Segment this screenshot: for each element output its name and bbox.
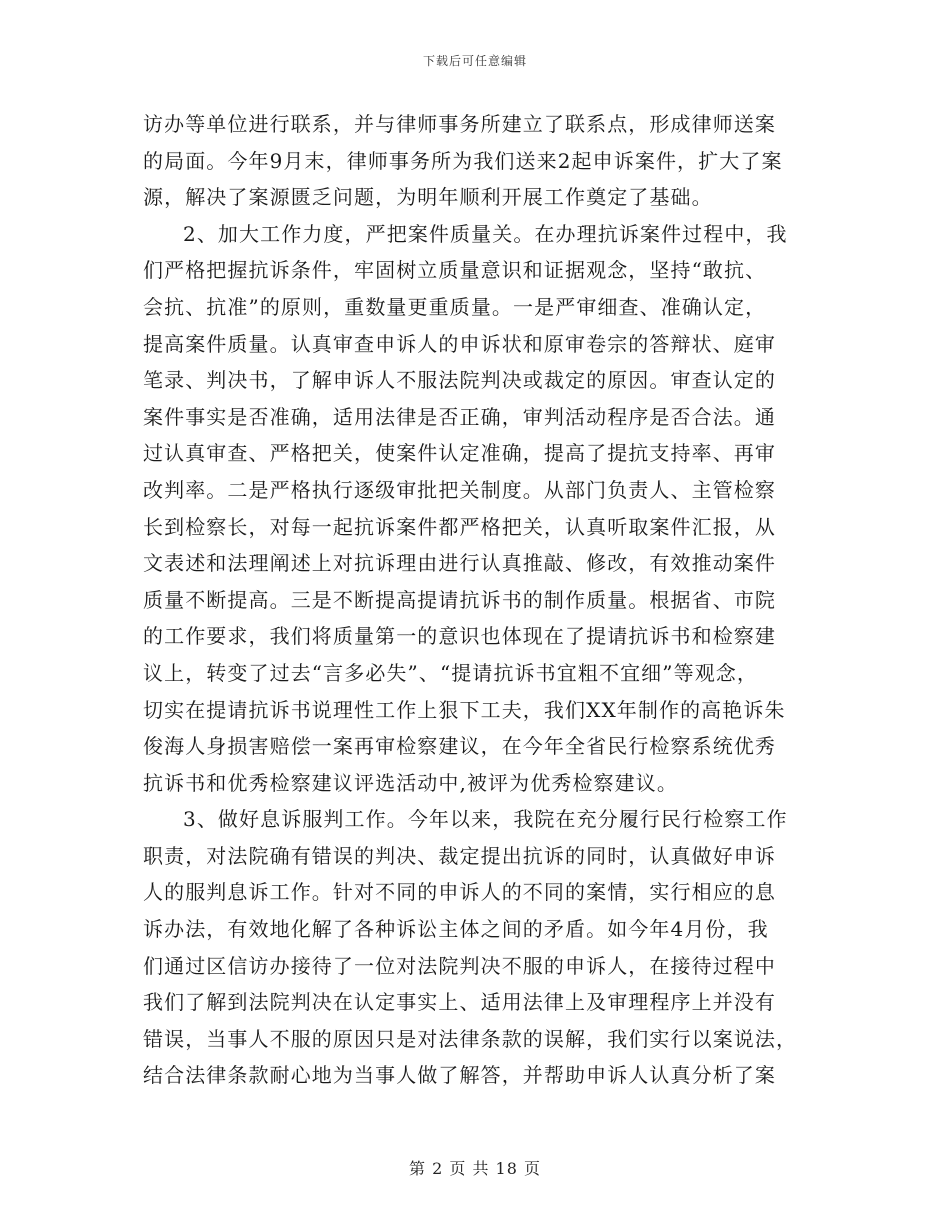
text-line: 文表述和法理阐述上对抗诉理由进行认真推敲、修改，有效推动案件 [143, 551, 776, 576]
text-line: 过认真审查、严格把关，使案件认定准确，提高了提抗支持率、再审 [143, 441, 776, 466]
text-line: 访办等单位进行联系，并与律师事务所建立了联系点，形成律师送案 [143, 112, 776, 136]
text-line: 质量不断提高。三是不断提高提请抗诉书的制作质量。根据省、市院 [143, 587, 776, 612]
text-line: 案件事实是否准确，适用法律是否正确，审判活动程序是否合法。通 [143, 404, 776, 429]
page-number-footer: 第 2 页 共 18 页 [409, 1159, 541, 1178]
text-line: 们通过区信访办接待了一位对法院判决不服的申诉人，在接待过程中 [143, 953, 776, 978]
paragraph-start-line: 3、做好息诉服判工作。今年以来，我院在充分履行民行检察工作 [183, 807, 788, 832]
text-line: 的局面。今年9月末，律师事务所为我们送来2起申诉案件，扩大了案 [143, 148, 783, 173]
text-line: 的工作要求，我们将质量第一的意识也体现在了提请抗诉书和检察建 [143, 624, 776, 649]
text-line: 抗诉书和优秀检察建议评选活动中,被评为优秀检察建议。 [143, 770, 678, 795]
document-body [143, 106, 803, 1094]
text-line: 职责，对法院确有错误的判决、裁定提出抗诉的同时，认真做好申诉 [143, 843, 776, 868]
text-line: 错误，当事人不服的原因只是对法律条款的误解，我们实行以案说法， [143, 1026, 798, 1051]
text-line: 源，解决了案源匮乏问题，为明年顺利开展工作奠定了基础。 [143, 185, 713, 210]
text-line: 人的服判息诉工作。针对不同的申诉人的不同的案情，实行相应的息 [143, 880, 776, 905]
page-header: 下载后可任意编辑 [422, 54, 527, 68]
text-line: 诉办法，有效地化解了各种诉讼主体之间的矛盾。如今年4月份，我 [143, 917, 769, 942]
text-line: 们严格把握抗诉条件，牢固树立质量意识和证据观念，坚持“敢抗、 [143, 258, 767, 283]
text-line: 提高案件质量。认真审查申诉人的申诉状和原审卷宗的答辩状、庭审 [143, 331, 776, 356]
text-line: 会抗、抗准”的原则，重数量更重质量。一是严审细查、准确认定， [143, 294, 767, 319]
text-line: 长到检察长，对每一起抗诉案件都严格把关，认真听取案件汇报，从 [143, 514, 776, 539]
text-line: 笔录、判决书，了解申诉人不服法院判决或裁定的原因。审查认定的 [143, 368, 776, 393]
text-line: 俊海人身损害赔偿一案再审检察建议，在今年全省民行检察系统优秀 [143, 734, 776, 759]
text-line: 我们了解到法院判决在认定事实上、适用法律上及审理程序上并没有 [143, 990, 776, 1015]
text-line: 议上，转变了过去“言多必失”、“提请抗诉书宜粗不宜细”等观念， [143, 660, 758, 685]
paragraph-start-line: 2、加大工作力度，严把案件质量关。在办理抗诉案件过程中，我 [183, 221, 788, 246]
text-line: 结合法律条款耐心地为当事人做了解答，并帮助申诉人认真分析了案 [143, 1063, 776, 1088]
text-line: 切实在提请抗诉书说理性工作上狠下工夫，我们XX年制作的高艳诉朱 [143, 697, 786, 722]
text-line: 改判率。二是严格执行逐级审批把关制度。从部门负责人、主管检察 [143, 477, 776, 502]
